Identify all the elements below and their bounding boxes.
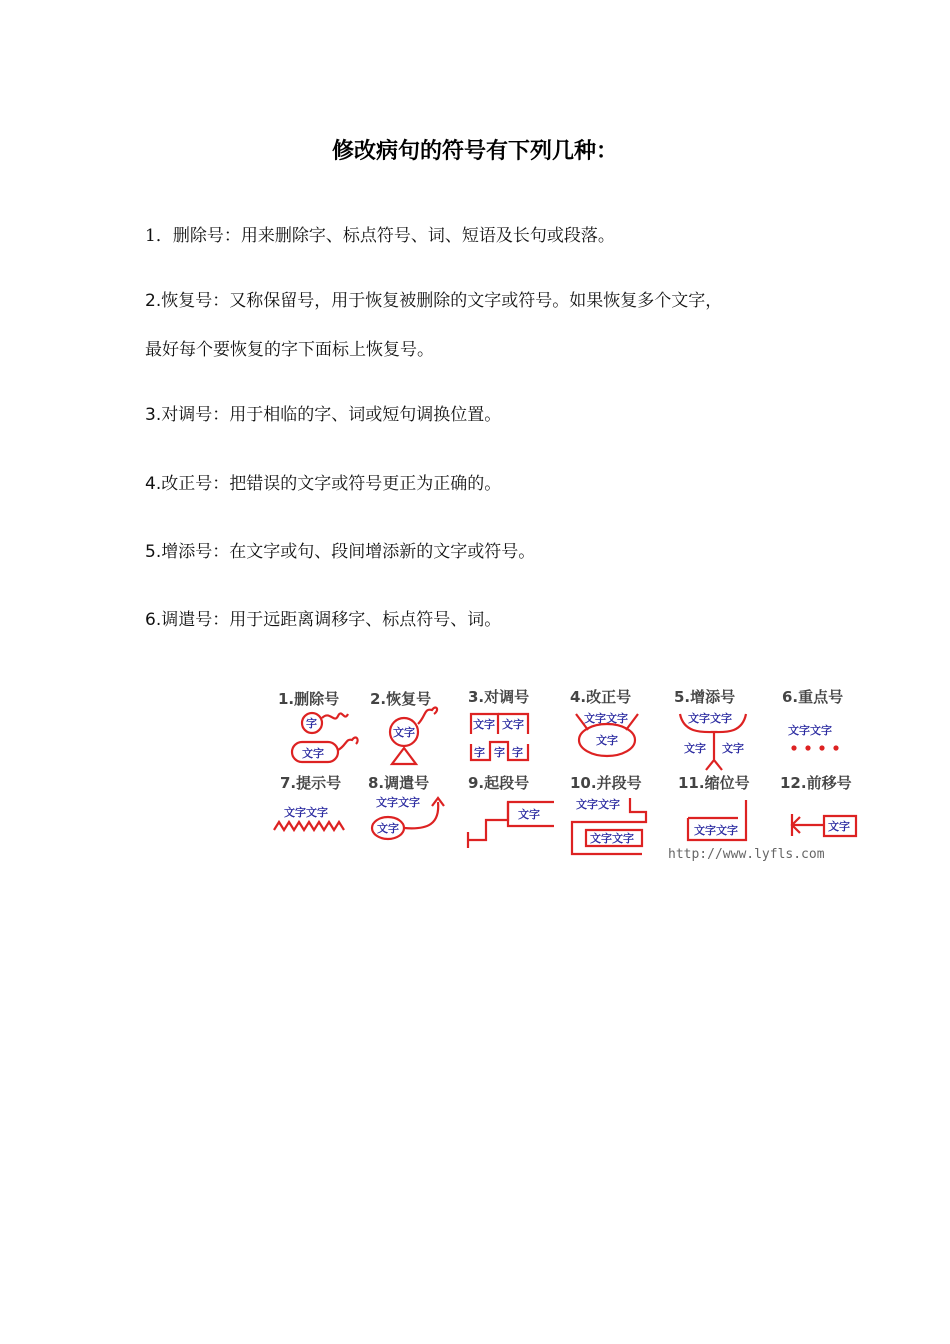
sample-word-pair: 文字文字 <box>694 824 738 837</box>
sample-word-pair: 文字文字 <box>284 806 328 819</box>
item-number: 2. <box>145 291 162 311</box>
sample-char: 字 <box>306 717 317 730</box>
item-number: 5. <box>145 542 162 562</box>
symbol-label-7: 7.提示号 <box>280 774 342 792</box>
emphasis-mark-icon <box>788 723 839 751</box>
item-text: 删除号：用来删除字、标点符号、词、短语及长句或段落。 <box>172 226 615 246</box>
list-item-1 <box>145 225 615 247</box>
symbols-illustration <box>268 680 868 870</box>
sample-word: 文字 <box>828 820 850 833</box>
sample-word: 文字 <box>518 808 540 821</box>
source-watermark: http://www.lyfls.com <box>668 847 825 862</box>
sample-word-pair: 文字文字 <box>688 712 732 725</box>
item-text: 增添号：在文字或句、段间增添新的文字或符号。 <box>161 542 536 562</box>
sample-char: 文字 <box>502 718 524 731</box>
list-item-6 <box>145 609 501 631</box>
indent-mark-icon <box>688 800 746 840</box>
symbol-label-2: 2.恢复号 <box>370 690 432 708</box>
transpose-mark-icon <box>471 714 528 760</box>
symbol-label-12: 12.前移号 <box>780 774 852 792</box>
sample-word: 文字 <box>684 742 706 755</box>
transfer-mark-icon <box>372 795 444 839</box>
symbol-label-3: 3.对调号 <box>468 688 530 706</box>
hint-mark-icon <box>274 805 344 830</box>
symbol-label-11: 11.缩位号 <box>678 774 750 792</box>
sample-word-pair: 文字文字 <box>576 798 620 811</box>
sample-char: 文字 <box>473 718 495 731</box>
list-item-3 <box>145 404 501 426</box>
item-number: 1． <box>145 226 173 246</box>
sample-char: 字 <box>512 746 523 759</box>
sample-char: 字 <box>494 746 505 759</box>
symbol-label-5: 5.增添号 <box>674 688 736 706</box>
page-title: 修改病句的符号有下列几种： <box>331 139 618 164</box>
symbol-label-10: 10.并段号 <box>570 774 642 792</box>
correction-mark-icon <box>576 711 638 756</box>
list-item-4 <box>145 473 501 495</box>
item-text: 恢复号：又称保留号，用于恢复被删除的文字或符号。如果恢复多个文字， <box>161 291 723 311</box>
sample-word-pair: 文字文字 <box>590 832 634 845</box>
symbol-label-4: 4.改正号 <box>570 688 632 706</box>
item-text: 改正号：把错误的文字或符号更正为正确的。 <box>161 474 502 494</box>
item-number: 3. <box>145 405 162 425</box>
item-text: 对调号：用于相临的字、词或短句调换位置。 <box>161 405 502 425</box>
item-text: 调遣号：用于远距离调移字、标点符号、词。 <box>161 610 502 630</box>
delete-mark-icon <box>292 713 358 762</box>
sample-word: 文字 <box>722 742 744 755</box>
sample-word-pair: 文字文字 <box>788 724 832 737</box>
sample-word: 文字 <box>393 726 415 739</box>
list-item-2-continued <box>145 339 434 361</box>
new-paragraph-mark-icon <box>468 802 554 848</box>
sample-word: 文字 <box>596 734 618 747</box>
symbol-label-9: 9.起段号 <box>468 774 530 792</box>
list-item-2 <box>145 290 722 312</box>
insertion-mark-icon <box>680 711 746 770</box>
item-number: 6. <box>145 610 162 630</box>
sample-word: 文字 <box>302 747 324 760</box>
merge-paragraph-mark-icon <box>572 797 646 854</box>
sample-word-pair: 文字文字 <box>376 796 420 809</box>
move-forward-mark-icon <box>792 814 856 836</box>
sample-word-pair: 文字文字 <box>584 712 628 725</box>
proofreading-symbols-figure <box>268 680 868 870</box>
symbol-label-6: 6.重点号 <box>782 688 844 706</box>
restore-mark-icon <box>390 707 437 764</box>
list-item-5 <box>145 541 535 563</box>
item-text: 最好每个要恢复的字下面标上恢复号。 <box>145 340 434 360</box>
symbol-label-1: 1.删除号 <box>278 690 340 708</box>
sample-word: 文字 <box>377 822 399 835</box>
symbol-label-8: 8.调遣号 <box>368 774 430 792</box>
item-number: 4. <box>145 474 162 494</box>
sample-char: 字 <box>474 746 485 759</box>
